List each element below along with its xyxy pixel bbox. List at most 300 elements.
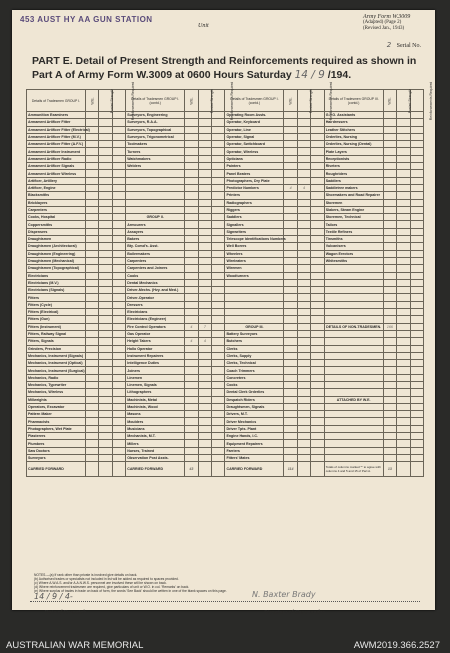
trade-label: Draughtsmen, Signals	[225, 403, 284, 410]
entry-cell	[112, 228, 125, 235]
trade-label: Hairdressers	[324, 119, 383, 126]
total-cell	[297, 462, 310, 477]
entry-cell	[99, 374, 112, 381]
trade-label: Cooks, Hospital	[27, 214, 86, 221]
trade-label: Despatch Riders	[225, 396, 284, 403]
entry-cell	[212, 309, 225, 316]
trade-label: Shoemakers and Road Repairer	[324, 192, 383, 199]
trade-label: Linemen, Signals	[126, 381, 185, 388]
trade-label: Masons	[126, 411, 185, 418]
entry-cell	[212, 148, 225, 155]
entry-cell	[185, 352, 198, 359]
entry-cell	[185, 236, 198, 243]
trade-label: Signwriters	[225, 228, 284, 235]
trade-label	[225, 309, 284, 316]
signature-line	[30, 601, 420, 602]
entry-cell	[397, 374, 410, 381]
entry-cell	[284, 389, 297, 396]
entry-cell	[410, 141, 424, 148]
entry-cell	[311, 374, 324, 381]
entry-cell	[212, 418, 225, 425]
trade-label	[324, 454, 383, 461]
entry-cell	[185, 330, 198, 337]
col-trade-1: Details of Tradesmen GROUP I.	[27, 90, 86, 112]
title-year-suffix: .	[348, 69, 352, 81]
entry-cell	[198, 257, 211, 264]
entry-cell	[99, 184, 112, 191]
entry-cell	[410, 155, 424, 162]
trade-label	[126, 177, 185, 184]
trade-label: Equipment Repairers	[225, 440, 284, 447]
entry-cell	[383, 381, 396, 388]
entry-cell	[410, 119, 424, 126]
entry-cell	[185, 126, 198, 133]
entry-cell	[85, 301, 98, 308]
trade-label	[324, 418, 383, 425]
trade-label: Surveyors, R.A.A.	[126, 119, 185, 126]
entry-cell	[410, 126, 424, 133]
entry-cell	[85, 433, 98, 440]
trade-label: Clerks, Technical	[225, 360, 284, 367]
trade-label: Saw Doctors	[27, 447, 86, 454]
entry-cell	[112, 360, 125, 367]
trade-label: Draughtsmen (Mechanical)	[27, 257, 86, 264]
entry-cell	[397, 236, 410, 243]
entry-cell	[112, 184, 125, 191]
entry-cell	[99, 272, 112, 279]
trade-label: Electricians (Signals)	[27, 287, 86, 294]
entry-cell	[198, 374, 211, 381]
trade-label: Linemen	[126, 374, 185, 381]
entry-cell	[297, 243, 310, 250]
title-year: /194	[327, 69, 349, 81]
entry-cell	[397, 265, 410, 272]
trade-label: Battery Surveyors	[225, 330, 284, 337]
trade-label: Dressers	[126, 301, 185, 308]
entry-cell	[311, 236, 324, 243]
entry-cell	[397, 126, 410, 133]
entry-cell	[185, 367, 198, 374]
entry-cell	[85, 381, 98, 388]
totals-note: Totals of columns marked '*' to agree with columns 4 and 5 and 15 of Part A.	[324, 462, 383, 477]
entry-cell	[410, 352, 424, 359]
note-line: (e) Where surplus of trades in trade on back of form, the words 'See Back' should be written in one of the blank spaces on this page.	[34, 589, 227, 593]
entry-cell	[198, 214, 211, 221]
archive-caption-bar	[0, 616, 446, 653]
table-row	[27, 418, 424, 425]
entry-cell	[99, 177, 112, 184]
entry-cell	[185, 155, 198, 162]
entry-cell	[397, 360, 410, 367]
entry-cell	[383, 338, 396, 345]
title-line-1: PART E. Detail of Present Strength and Reinforcements required as shown in	[32, 55, 417, 67]
entry-cell	[410, 418, 424, 425]
note-line: NOTES.—(a) If rank other than private is involved give details on back.	[34, 573, 138, 577]
entry-cell	[397, 148, 410, 155]
entry-cell	[284, 257, 297, 264]
entry-cell	[284, 206, 297, 213]
entry-cell	[297, 228, 310, 235]
entry-cell	[383, 425, 396, 432]
entry-cell	[383, 236, 396, 243]
trade-label: Draughtsmen (Topographical)	[27, 265, 86, 272]
entry-cell	[212, 323, 225, 330]
trade-label: Operators, Excavator	[27, 403, 86, 410]
entry-cell	[383, 265, 396, 272]
trade-label: Turners	[126, 148, 185, 155]
entry-cell	[212, 199, 225, 206]
trade-label: Pattern Maker	[27, 411, 86, 418]
entry-cell	[297, 214, 310, 221]
entry-cell	[297, 287, 310, 294]
entry-cell	[212, 411, 225, 418]
trade-label	[324, 447, 383, 454]
col-fs-2	[198, 88, 214, 113]
entry-cell	[397, 454, 410, 461]
entry-cell	[85, 345, 98, 352]
trade-label: Predictor Numbers	[225, 184, 284, 191]
trade-label: GROUP II.	[126, 214, 185, 221]
entry-cell	[112, 447, 125, 454]
total-cell	[99, 462, 112, 477]
entry-cell	[185, 112, 198, 119]
entry-cell	[383, 257, 396, 264]
trade-label: Intelligence Duties	[126, 360, 185, 367]
col-trade-4: Details of Tradesmen GROUP III. (contd.)	[324, 90, 383, 112]
trade-label: Riveters	[324, 163, 383, 170]
entry-cell	[311, 177, 324, 184]
entry-cell	[383, 440, 396, 447]
trade-label: Armament Artificer Fitter (M.V.)	[27, 133, 86, 140]
trade-label: Toolmakers	[126, 141, 185, 148]
entry-cell	[311, 301, 324, 308]
entry-cell	[212, 184, 225, 191]
entry-cell	[185, 163, 198, 170]
table-row	[27, 374, 424, 381]
entry-cell	[198, 411, 211, 418]
entry-cell	[311, 309, 324, 316]
trade-label: Operator, Line	[225, 126, 284, 133]
signature-label: Signature of Commander	[264, 610, 325, 616]
entry-cell	[410, 170, 424, 177]
trade-label	[126, 192, 185, 199]
trade-label: Radiographers	[225, 199, 284, 206]
entry-cell	[112, 367, 125, 374]
entry-cell	[112, 170, 125, 177]
trade-label: GROUP III.	[225, 323, 284, 330]
entry-cell	[185, 454, 198, 461]
col-we-3	[284, 90, 297, 112]
entry-cell	[383, 389, 396, 396]
entry-cell	[311, 163, 324, 170]
entry-cell	[212, 170, 225, 177]
trade-label: Orderlies, Nursing (Dental)	[324, 141, 383, 148]
entry-cell	[297, 206, 310, 213]
entry-cell	[311, 447, 324, 454]
entry-cell	[284, 272, 297, 279]
entry-cell	[198, 170, 211, 177]
trade-label: Bty. Comd's. Asst.	[126, 243, 185, 250]
entry-cell	[410, 272, 424, 279]
entry-cell	[99, 367, 112, 374]
entry-cell	[410, 374, 424, 381]
entry-cell	[85, 184, 98, 191]
entry-cell	[284, 330, 297, 337]
entry-cell	[311, 287, 324, 294]
entry-cell	[85, 272, 98, 279]
entry-cell	[311, 425, 324, 432]
entry-cell	[284, 155, 297, 162]
trade-label	[324, 338, 383, 345]
entry-cell	[99, 294, 112, 301]
entry-cell	[99, 141, 112, 148]
entry-cell	[311, 294, 324, 301]
entry-cell	[383, 119, 396, 126]
entry-cell	[397, 389, 410, 396]
trade-label: Mechanists, M.T.	[126, 433, 185, 440]
army-form-page	[12, 10, 435, 616]
entry-cell	[212, 381, 225, 388]
trade-label: Farriers	[225, 447, 284, 454]
entry-cell	[212, 221, 225, 228]
col-we-1-text: W.E.	[90, 96, 95, 105]
entry-cell	[185, 265, 198, 272]
entry-cell	[85, 440, 98, 447]
entry-cell	[99, 206, 112, 213]
entry-cell	[85, 206, 98, 213]
table-row	[27, 155, 424, 162]
entry-cell	[297, 250, 310, 257]
entry-cell	[85, 411, 98, 418]
trade-label	[324, 287, 383, 294]
total-cell	[198, 462, 211, 477]
entry-cell	[99, 265, 112, 272]
entry-cell	[112, 272, 125, 279]
entry-cell	[212, 141, 225, 148]
entry-cell	[185, 396, 198, 403]
entry-cell	[99, 316, 112, 323]
entry-cell	[185, 206, 198, 213]
entry-cell	[297, 403, 310, 410]
entry-cell	[311, 184, 324, 191]
col-rr-1	[112, 81, 136, 120]
entry-cell	[99, 345, 112, 352]
entry-cell	[85, 396, 98, 403]
table-row	[27, 447, 424, 454]
handwritten-entry: 4	[284, 184, 297, 191]
entry-cell	[99, 119, 112, 126]
trade-label: Armourers	[126, 221, 185, 228]
trade-label: Cooks	[225, 381, 284, 388]
entry-cell	[383, 309, 396, 316]
trade-label: Watchmakers	[126, 155, 185, 162]
entry-cell	[85, 192, 98, 199]
entry-cell	[284, 141, 297, 148]
entry-cell	[112, 440, 125, 447]
entry-cell	[284, 352, 297, 359]
entry-cell	[284, 323, 297, 330]
trade-label: Slakers, Steam Engine	[324, 206, 383, 213]
trade-label: Nurses, Trained	[126, 447, 185, 454]
table-row	[27, 141, 424, 148]
entry-cell	[99, 236, 112, 243]
trade-label: Drivers, M.T.	[225, 411, 284, 418]
entry-cell	[383, 112, 396, 119]
carried-forward-1: CARRIED FORWARD	[27, 462, 86, 477]
table-row	[27, 133, 424, 140]
total-cell	[410, 462, 424, 477]
entry-cell	[311, 454, 324, 461]
entry-cell	[284, 338, 297, 345]
table-row	[27, 228, 424, 235]
trade-label: Driver Tpts. Plant	[225, 425, 284, 432]
entry-cell	[185, 389, 198, 396]
trade-label: Mechanics, Radio	[27, 374, 86, 381]
trade-label	[324, 330, 383, 337]
entry-cell	[397, 250, 410, 257]
table-row	[27, 396, 424, 403]
entry-cell	[284, 381, 297, 388]
entry-cell	[198, 148, 211, 155]
trade-label: Driver-Mechs. (Hvy. and Med.)	[126, 287, 185, 294]
entry-cell	[212, 192, 225, 199]
table-row	[27, 345, 424, 352]
entry-cell	[185, 214, 198, 221]
trade-label	[324, 279, 383, 286]
table-row	[27, 360, 424, 367]
total-handwritten-3: 114	[284, 462, 297, 477]
note-line: (c) Where A.W.A.S. and/or A.A.N.W.S. personnel are involved these will be shown on back.	[34, 581, 167, 585]
entry-cell	[410, 454, 424, 461]
entry-cell	[212, 257, 225, 264]
entry-cell	[85, 170, 98, 177]
trade-label: Engine Hands, I.C.	[225, 433, 284, 440]
entry-cell	[112, 381, 125, 388]
total-handwritten-4: 13	[383, 462, 396, 477]
entry-cell	[397, 418, 410, 425]
trade-label: Bakers	[126, 236, 185, 243]
table-row	[27, 236, 424, 243]
entry-cell	[99, 170, 112, 177]
entry-cell	[311, 345, 324, 352]
trade-label: Armament Artificer Signals	[27, 163, 86, 170]
trade-label	[225, 316, 284, 323]
entry-cell	[185, 425, 198, 432]
table-row	[27, 433, 424, 440]
trade-label	[324, 294, 383, 301]
trade-label: DETAILS OF NON-TRADESMEN.	[326, 324, 382, 329]
entry-cell	[284, 287, 297, 294]
col-we-2	[185, 90, 198, 112]
trade-label	[324, 411, 383, 418]
trade-label: Mechanics, Typewriter	[27, 381, 86, 388]
entry-cell	[112, 403, 125, 410]
entry-cell	[198, 316, 211, 323]
entry-cell	[112, 141, 125, 148]
entry-cell	[198, 177, 211, 184]
handwritten-entry: 7	[198, 323, 211, 330]
entry-cell	[212, 155, 225, 162]
entry-cell	[311, 199, 324, 206]
entry-cell	[198, 433, 211, 440]
entry-cell	[383, 454, 396, 461]
entry-cell	[112, 243, 125, 250]
entry-cell	[212, 330, 225, 337]
entry-cell	[198, 418, 211, 425]
entry-cell	[397, 411, 410, 418]
trade-label	[324, 272, 383, 279]
trade-label: Fitters (Instrument)	[27, 323, 86, 330]
col-fs-2-text: Posted Strength	[209, 88, 214, 113]
col-rr-1-text: Reinforcements Required	[131, 81, 136, 120]
trade-label: Blacksmiths	[27, 192, 86, 199]
entry-cell	[198, 294, 211, 301]
entry-cell	[112, 163, 125, 170]
entry-cell	[284, 309, 297, 316]
entry-cell	[383, 126, 396, 133]
entry-cell	[383, 316, 396, 323]
entry-cell	[112, 133, 125, 140]
entry-cell	[99, 301, 112, 308]
table-row	[27, 287, 424, 294]
trade-label: Instrument Repairers	[126, 352, 185, 359]
trade-label	[126, 206, 185, 213]
entry-cell	[198, 403, 211, 410]
entry-cell	[85, 403, 98, 410]
entry-cell	[112, 155, 125, 162]
entry-cell	[311, 206, 324, 213]
entry-cell	[212, 403, 225, 410]
entry-cell	[297, 272, 310, 279]
entry-cell	[297, 265, 310, 272]
trade-label: Height Takers	[126, 338, 185, 345]
entry-cell	[112, 323, 125, 330]
entry-cell	[397, 367, 410, 374]
entry-cell	[85, 112, 98, 119]
entry-cell	[112, 374, 125, 381]
entry-cell	[99, 330, 112, 337]
entry-cell	[383, 214, 396, 221]
entry-cell	[198, 301, 211, 308]
trade-label: Fitters	[27, 294, 86, 301]
trade-label: Draughtsmen (Engineering)	[27, 250, 86, 257]
title-line-2	[32, 68, 422, 82]
entry-cell	[212, 447, 225, 454]
entry-cell	[397, 447, 410, 454]
entry-cell	[212, 126, 225, 133]
entry-cell	[198, 133, 211, 140]
trade-label: Tinsmiths	[324, 236, 383, 243]
entry-cell	[112, 301, 125, 308]
entry-cell	[297, 440, 310, 447]
entry-cell	[112, 418, 125, 425]
entry-cell	[397, 352, 410, 359]
entry-cell	[410, 309, 424, 316]
trade-label: Fitters' Mates	[225, 454, 284, 461]
entry-cell	[99, 279, 112, 286]
entry-cell	[85, 454, 98, 461]
entry-cell	[212, 389, 225, 396]
trade-label: Wagon Erectors	[324, 250, 383, 257]
trade-label	[324, 440, 383, 447]
table-row	[27, 199, 424, 206]
trade-label: Grinders, Precision	[27, 345, 86, 352]
entry-cell	[99, 192, 112, 199]
entry-cell	[85, 133, 98, 140]
entry-cell	[397, 214, 410, 221]
entry-cell	[311, 338, 324, 345]
entry-cell	[198, 206, 211, 213]
